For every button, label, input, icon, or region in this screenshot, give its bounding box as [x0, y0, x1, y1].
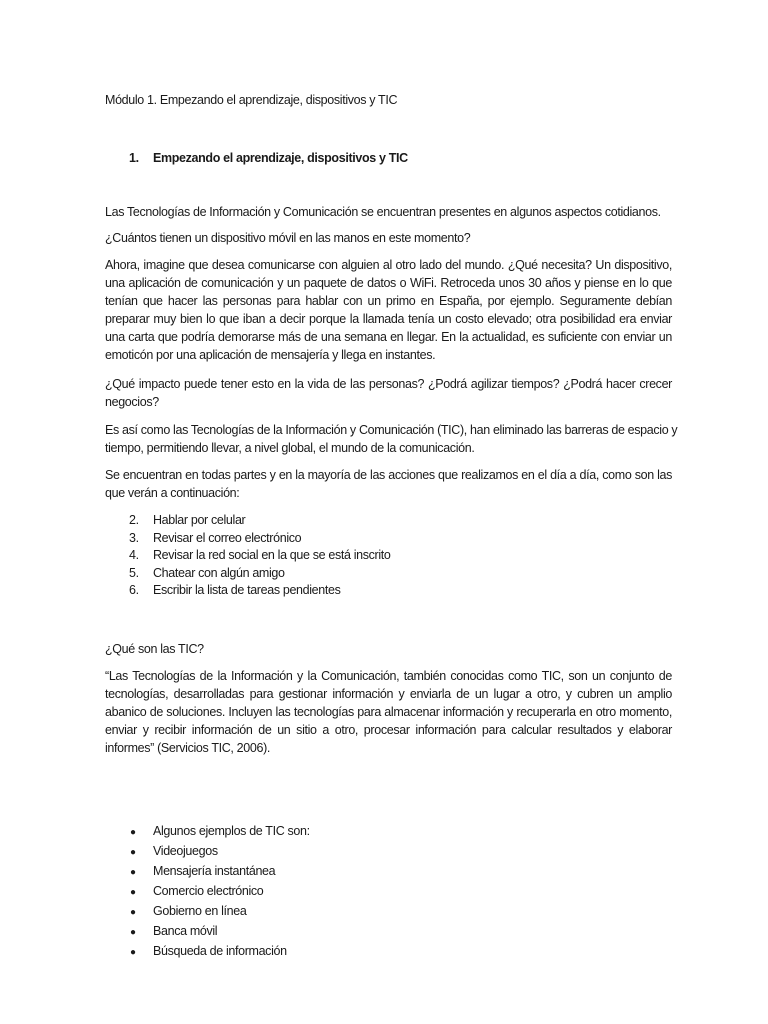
paragraph-impact [105, 375, 672, 411]
text-line: tecnologías, desarrolladas para gestionar información y enviarla de un lugar a otro, y cubren un amplio [105, 687, 672, 701]
list-item [129, 582, 696, 600]
list-item [130, 922, 697, 942]
text-line: una carta que podría demorarse más de una semana en llegar. En la actualidad, es suficiente con enviar un [105, 330, 672, 344]
document-header: Módulo 1. Empezando el aprendizaje, dispositivos y TIC [105, 93, 398, 107]
text-line: preparar muy bien lo que iban a decir porque la llamada tenía un costo elevado; otra posibilidad era enviar [105, 312, 672, 326]
bullet-icon: ● [130, 907, 136, 918]
list-number: 4. [129, 548, 139, 562]
text-line: Las Tecnologías de Información y Comunicación se encuentran presentes en algunos aspectos cotidianos. [105, 205, 661, 219]
list-text: Mensajería instantánea [153, 864, 276, 878]
section-heading: 1. Empezando el aprendizaje, dispositivos y TIC [129, 151, 408, 165]
text-line: tenían que hacer las personas para hablar con un primo en España, por ejemplo. Seguramente debían [105, 294, 672, 308]
paragraph-barriers [105, 421, 678, 457]
list-text: Algunos ejemplos de TIC son: [153, 824, 310, 838]
bullet-icon: ● [130, 827, 136, 838]
numbered-list [129, 512, 696, 600]
list-text: Videojuegos [153, 844, 218, 858]
bullet-icon: ● [130, 947, 136, 958]
bullet-icon: ● [130, 867, 136, 878]
text-line: Ahora, imagine que desea comunicarse con alguien al otro lado del mundo. ¿Qué necesita? Un dispositivo, [105, 258, 672, 272]
list-item [129, 565, 696, 583]
list-item [129, 547, 696, 565]
list-number: 5. [129, 565, 139, 580]
bullet-icon: ● [130, 847, 136, 858]
list-text: Gobierno en línea [153, 904, 247, 918]
list-text: Escribir la lista de tareas pendientes [153, 583, 341, 597]
paragraph-everywhere [105, 466, 672, 502]
text-line: Es así como las Tecnologías de la Información y Comunicación (TIC), han eliminado las barreras de espacio y [105, 423, 678, 437]
list-text: Búsqueda de información [153, 944, 287, 958]
bullet-icon: ● [130, 887, 136, 898]
text-line: informes” (Servicios TIC, 2006). [105, 741, 271, 755]
list-item [130, 862, 697, 882]
list-text: Chatear con algún amigo [153, 565, 285, 580]
list-text: Revisar el correo electrónico [153, 530, 302, 545]
text-line: que verán a continuación: [105, 486, 240, 500]
text-line: negocios? [105, 395, 159, 409]
text-line: “Las Tecnologías de la Información y la Comunicación, también conocidas como TIC, son un conjunto de [105, 669, 672, 683]
paragraph-intro [105, 203, 672, 221]
bullet-list [130, 822, 697, 962]
text-line: una aplicación de comunicación y un paquete de datos o WiFi. Retroceda unos 30 años y piense en lo que [105, 276, 672, 290]
list-text: Hablar por celular [153, 513, 246, 527]
list-number: 2. [129, 513, 139, 527]
text-line: Se encuentran en todas partes y en la mayoría de las acciones que realizamos en el día a día, como son las [105, 468, 672, 482]
paragraph-imagine [105, 256, 672, 364]
list-text: Revisar la red social en la que se está inscrito [153, 548, 391, 562]
text-line: tiempo, permitiendo llevar, a nivel global, el mundo de la comunicación. [105, 441, 475, 455]
quote-definition [105, 667, 672, 757]
text-line: ¿Cuántos tienen un dispositivo móvil en las manos en este momento? [105, 231, 471, 245]
list-number: 6. [129, 583, 139, 597]
list-number: 3. [129, 530, 139, 545]
text-line: emoticón por una aplicación de mensajería y llega en instantes. [105, 348, 436, 362]
text-line: ¿Qué son las TIC? [105, 642, 204, 656]
text-line: ¿Qué impacto puede tener esto en la vida de las personas? ¿Podrá agilizar tiempos? ¿Podrá hacer crecer [105, 377, 672, 391]
list-item [130, 822, 697, 842]
list-item [130, 882, 697, 902]
text-line: abanico de soluciones. Incluyen las tecnologías para almacenar información y recuperarla en otro momento, [105, 705, 672, 719]
list-item [130, 842, 697, 862]
list-item [129, 530, 696, 548]
text-line: enviar y recibir información de un sitio a otro, procesar información para calcular resultados y elaborar [105, 723, 672, 737]
list-item [129, 512, 696, 530]
bullet-icon: ● [130, 927, 136, 938]
subheading-what-are-tic [105, 640, 672, 658]
list-item [130, 942, 697, 962]
list-text: Banca móvil [153, 924, 218, 938]
list-item [130, 902, 697, 922]
paragraph-question [105, 229, 672, 247]
list-text: Comercio electrónico [153, 884, 264, 898]
